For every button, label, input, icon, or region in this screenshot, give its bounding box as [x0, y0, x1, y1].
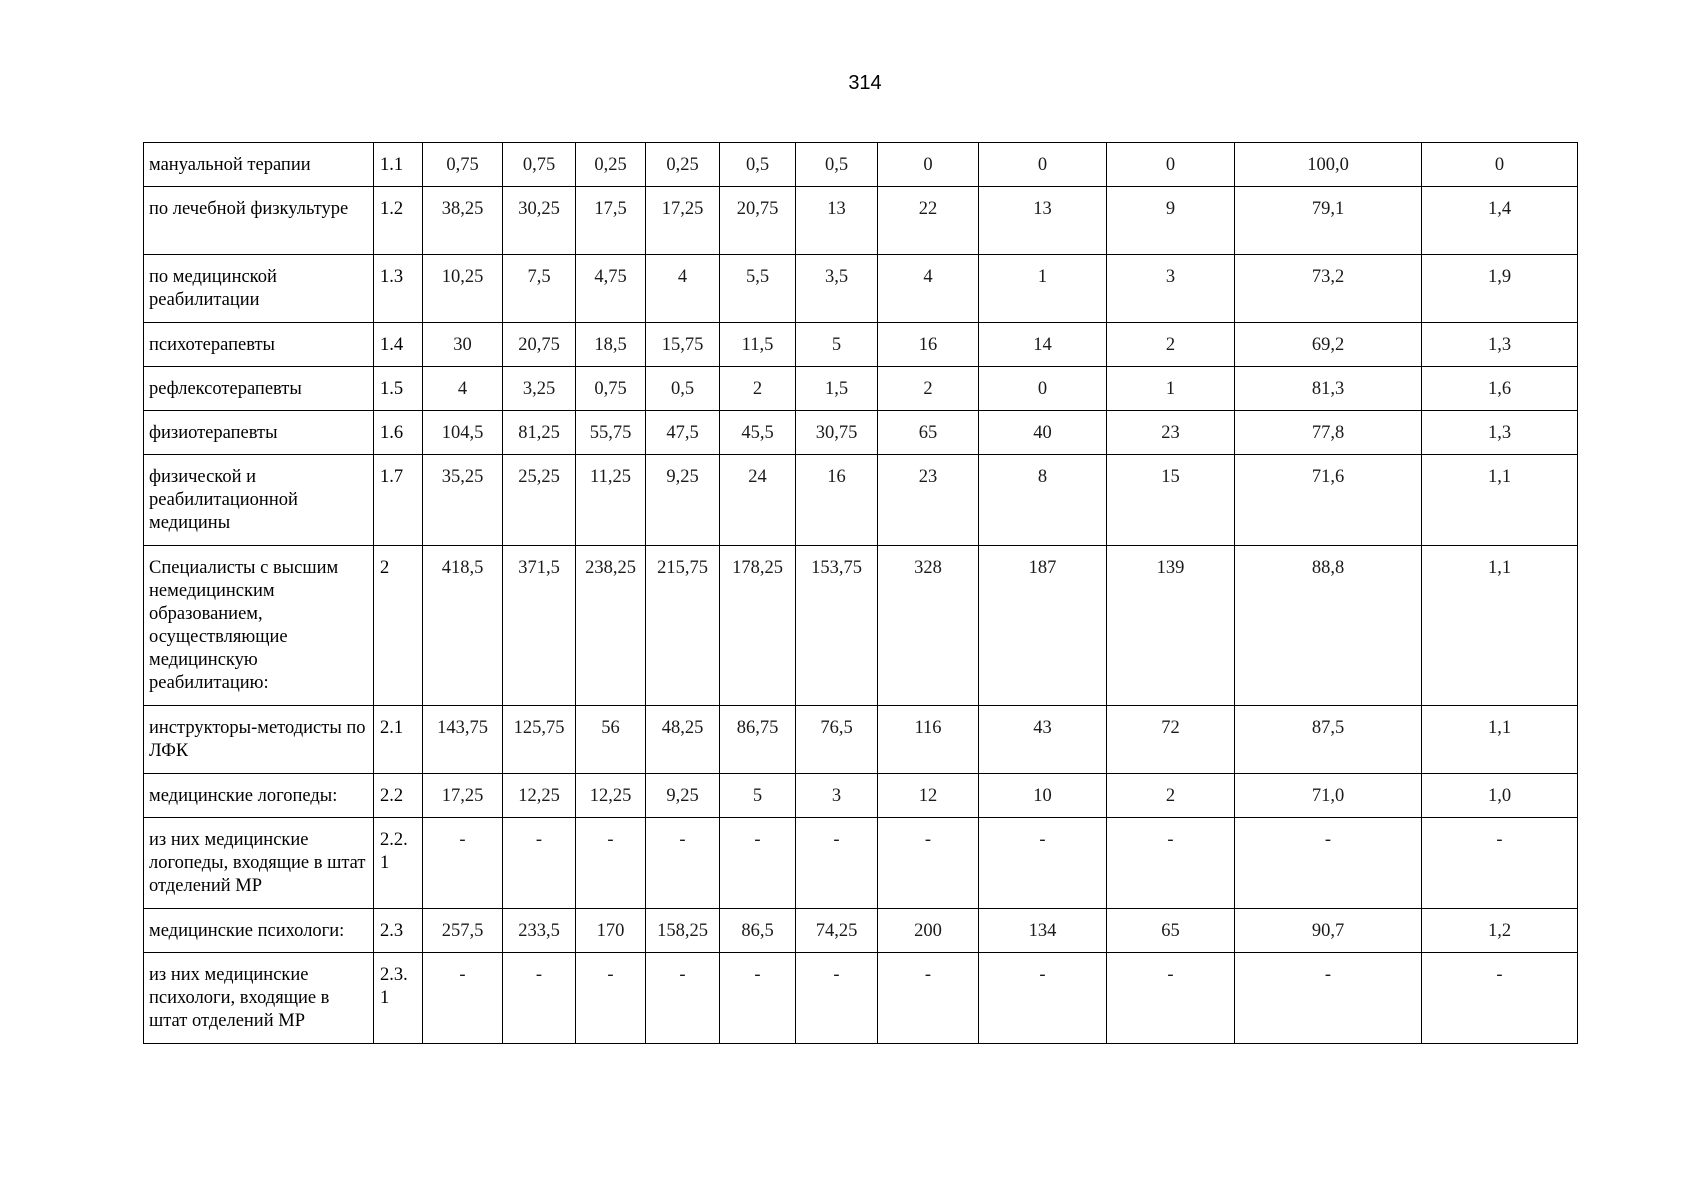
- value-cell: 71,6: [1235, 455, 1422, 546]
- value-cell: 17,25: [646, 187, 720, 255]
- value-cell: 23: [1107, 411, 1235, 455]
- value-cell: 74,25: [796, 909, 878, 953]
- value-cell: 158,25: [646, 909, 720, 953]
- value-cell: 11,25: [576, 455, 646, 546]
- value-cell: 100,0: [1235, 143, 1422, 187]
- value-cell: 187: [979, 546, 1107, 706]
- value-cell: -: [576, 818, 646, 909]
- value-cell: 24: [720, 455, 796, 546]
- value-cell: 15,75: [646, 323, 720, 367]
- row-code-cell: 1.5: [374, 367, 423, 411]
- table-row: [144, 143, 1578, 187]
- table-row: [144, 455, 1578, 546]
- value-cell: -: [720, 818, 796, 909]
- row-name-cell: медицинские психологи:: [144, 909, 374, 953]
- value-cell: 143,75: [423, 706, 503, 774]
- value-cell: 76,5: [796, 706, 878, 774]
- value-cell: 45,5: [720, 411, 796, 455]
- value-cell: 1,9: [1422, 255, 1578, 323]
- value-cell: 1: [979, 255, 1107, 323]
- value-cell: -: [1235, 953, 1422, 1044]
- value-cell: 5: [796, 323, 878, 367]
- value-cell: 18,5: [576, 323, 646, 367]
- value-cell: 116: [878, 706, 979, 774]
- value-cell: 86,75: [720, 706, 796, 774]
- row-name-cell: инструкторы-методисты по ЛФК: [144, 706, 374, 774]
- value-cell: 1: [1107, 367, 1235, 411]
- value-cell: 178,25: [720, 546, 796, 706]
- row-name-cell: по лечебной физкультуре: [144, 187, 374, 255]
- row-code-cell: 1.3: [374, 255, 423, 323]
- row-code-cell: 1.6: [374, 411, 423, 455]
- value-cell: -: [1107, 818, 1235, 909]
- value-cell: 2: [1107, 323, 1235, 367]
- value-cell: 16: [878, 323, 979, 367]
- table-body: [144, 143, 1578, 1044]
- value-cell: 17,25: [423, 774, 503, 818]
- value-cell: 56: [576, 706, 646, 774]
- value-cell: 0,5: [720, 143, 796, 187]
- value-cell: 1,6: [1422, 367, 1578, 411]
- value-cell: -: [423, 953, 503, 1044]
- value-cell: 134: [979, 909, 1107, 953]
- value-cell: 233,5: [503, 909, 576, 953]
- value-cell: 81,25: [503, 411, 576, 455]
- value-cell: 15: [1107, 455, 1235, 546]
- value-cell: 77,8: [1235, 411, 1422, 455]
- value-cell: -: [796, 818, 878, 909]
- row-name-cell: по медицинской реабилитации: [144, 255, 374, 323]
- value-cell: 0,5: [646, 367, 720, 411]
- value-cell: -: [1107, 953, 1235, 1044]
- value-cell: -: [878, 953, 979, 1044]
- value-cell: 3: [1107, 255, 1235, 323]
- table-row: [144, 818, 1578, 909]
- row-code-cell: 2.2. 1: [374, 818, 423, 909]
- value-cell: 10: [979, 774, 1107, 818]
- value-cell: 0: [878, 143, 979, 187]
- value-cell: 4,75: [576, 255, 646, 323]
- value-cell: 139: [1107, 546, 1235, 706]
- value-cell: 5: [720, 774, 796, 818]
- value-cell: 0: [979, 143, 1107, 187]
- value-cell: 12,25: [503, 774, 576, 818]
- value-cell: 48,25: [646, 706, 720, 774]
- value-cell: 12: [878, 774, 979, 818]
- value-cell: 35,25: [423, 455, 503, 546]
- value-cell: 238,25: [576, 546, 646, 706]
- value-cell: 81,3: [1235, 367, 1422, 411]
- value-cell: 8: [979, 455, 1107, 546]
- value-cell: -: [878, 818, 979, 909]
- value-cell: 5,5: [720, 255, 796, 323]
- table-row: [144, 187, 1578, 255]
- value-cell: 0: [1107, 143, 1235, 187]
- value-cell: 17,5: [576, 187, 646, 255]
- value-cell: 2: [1107, 774, 1235, 818]
- row-name-cell: физиотерапевты: [144, 411, 374, 455]
- value-cell: -: [720, 953, 796, 1044]
- row-code-cell: 2.3: [374, 909, 423, 953]
- value-cell: 40: [979, 411, 1107, 455]
- value-cell: 1,3: [1422, 411, 1578, 455]
- table-row: [144, 367, 1578, 411]
- value-cell: 65: [1107, 909, 1235, 953]
- value-cell: 170: [576, 909, 646, 953]
- value-cell: 14: [979, 323, 1107, 367]
- value-cell: 0,75: [423, 143, 503, 187]
- value-cell: 1,1: [1422, 706, 1578, 774]
- value-cell: 30,25: [503, 187, 576, 255]
- value-cell: -: [423, 818, 503, 909]
- value-cell: 3,25: [503, 367, 576, 411]
- value-cell: 7,5: [503, 255, 576, 323]
- row-code-cell: 2.2: [374, 774, 423, 818]
- value-cell: 2: [878, 367, 979, 411]
- value-cell: 23: [878, 455, 979, 546]
- value-cell: 71,0: [1235, 774, 1422, 818]
- value-cell: 88,8: [1235, 546, 1422, 706]
- value-cell: 0,75: [503, 143, 576, 187]
- row-code-cell: 1.1: [374, 143, 423, 187]
- value-cell: -: [979, 953, 1107, 1044]
- value-cell: 200: [878, 909, 979, 953]
- value-cell: 73,2: [1235, 255, 1422, 323]
- value-cell: -: [1235, 818, 1422, 909]
- table-row: [144, 255, 1578, 323]
- row-code-cell: 1.4: [374, 323, 423, 367]
- value-cell: 0,75: [576, 367, 646, 411]
- value-cell: 4: [878, 255, 979, 323]
- value-cell: 9,25: [646, 774, 720, 818]
- value-cell: 2: [720, 367, 796, 411]
- value-cell: 104,5: [423, 411, 503, 455]
- staffing-table: [143, 142, 1578, 1044]
- value-cell: 43: [979, 706, 1107, 774]
- value-cell: 9: [1107, 187, 1235, 255]
- value-cell: 79,1: [1235, 187, 1422, 255]
- value-cell: 1,1: [1422, 546, 1578, 706]
- row-code-cell: 2.3. 1: [374, 953, 423, 1044]
- value-cell: 125,75: [503, 706, 576, 774]
- value-cell: 69,2: [1235, 323, 1422, 367]
- value-cell: 4: [423, 367, 503, 411]
- page-number: 314: [848, 72, 882, 94]
- value-cell: -: [646, 953, 720, 1044]
- value-cell: 9,25: [646, 455, 720, 546]
- value-cell: -: [503, 818, 576, 909]
- table-row: [144, 323, 1578, 367]
- row-name-cell: физической и реабилитационной медицины: [144, 455, 374, 546]
- value-cell: 257,5: [423, 909, 503, 953]
- table-row: [144, 706, 1578, 774]
- table-row: [144, 546, 1578, 706]
- value-cell: 4: [646, 255, 720, 323]
- value-cell: -: [796, 953, 878, 1044]
- value-cell: 90,7: [1235, 909, 1422, 953]
- value-cell: 215,75: [646, 546, 720, 706]
- value-cell: 0,25: [576, 143, 646, 187]
- value-cell: -: [979, 818, 1107, 909]
- value-cell: 55,75: [576, 411, 646, 455]
- value-cell: 20,75: [720, 187, 796, 255]
- row-code-cell: 1.2: [374, 187, 423, 255]
- table-row: [144, 411, 1578, 455]
- row-code-cell: 2.1: [374, 706, 423, 774]
- value-cell: 1,5: [796, 367, 878, 411]
- value-cell: 3,5: [796, 255, 878, 323]
- value-cell: 328: [878, 546, 979, 706]
- value-cell: -: [503, 953, 576, 1044]
- value-cell: -: [1422, 818, 1578, 909]
- row-code-cell: 1.7: [374, 455, 423, 546]
- value-cell: 1,0: [1422, 774, 1578, 818]
- row-name-cell: рефлексотерапевты: [144, 367, 374, 411]
- row-name-cell: психотерапевты: [144, 323, 374, 367]
- row-name-cell: из них медицинские логопеды, входящие в штат отделений МР: [144, 818, 374, 909]
- value-cell: -: [576, 953, 646, 1044]
- value-cell: 30,75: [796, 411, 878, 455]
- value-cell: 3: [796, 774, 878, 818]
- value-cell: 0: [1422, 143, 1578, 187]
- value-cell: -: [646, 818, 720, 909]
- value-cell: 0,5: [796, 143, 878, 187]
- value-cell: 72: [1107, 706, 1235, 774]
- value-cell: 65: [878, 411, 979, 455]
- row-name-cell: Специалисты с высшим немедицинским образованием, осуществляющие медицинскую реабилитацию:: [144, 546, 374, 706]
- value-cell: 47,5: [646, 411, 720, 455]
- value-cell: 153,75: [796, 546, 878, 706]
- value-cell: 13: [796, 187, 878, 255]
- value-cell: 418,5: [423, 546, 503, 706]
- value-cell: 22: [878, 187, 979, 255]
- value-cell: 1,3: [1422, 323, 1578, 367]
- value-cell: 1,1: [1422, 455, 1578, 546]
- value-cell: 12,25: [576, 774, 646, 818]
- value-cell: 38,25: [423, 187, 503, 255]
- row-name-cell: из них медицинские психологи, входящие в штат отделений МР: [144, 953, 374, 1044]
- value-cell: 20,75: [503, 323, 576, 367]
- value-cell: 13: [979, 187, 1107, 255]
- row-name-cell: медицинские логопеды:: [144, 774, 374, 818]
- value-cell: 25,25: [503, 455, 576, 546]
- value-cell: 10,25: [423, 255, 503, 323]
- table-row: [144, 909, 1578, 953]
- value-cell: 11,5: [720, 323, 796, 367]
- table-row: [144, 953, 1578, 1044]
- value-cell: 1,4: [1422, 187, 1578, 255]
- value-cell: 30: [423, 323, 503, 367]
- row-name-cell: мануальной терапии: [144, 143, 374, 187]
- value-cell: 1,2: [1422, 909, 1578, 953]
- value-cell: 87,5: [1235, 706, 1422, 774]
- value-cell: 16: [796, 455, 878, 546]
- value-cell: 0: [979, 367, 1107, 411]
- table-row: [144, 774, 1578, 818]
- value-cell: 86,5: [720, 909, 796, 953]
- value-cell: -: [1422, 953, 1578, 1044]
- value-cell: 371,5: [503, 546, 576, 706]
- row-code-cell: 2: [374, 546, 423, 706]
- value-cell: 0,25: [646, 143, 720, 187]
